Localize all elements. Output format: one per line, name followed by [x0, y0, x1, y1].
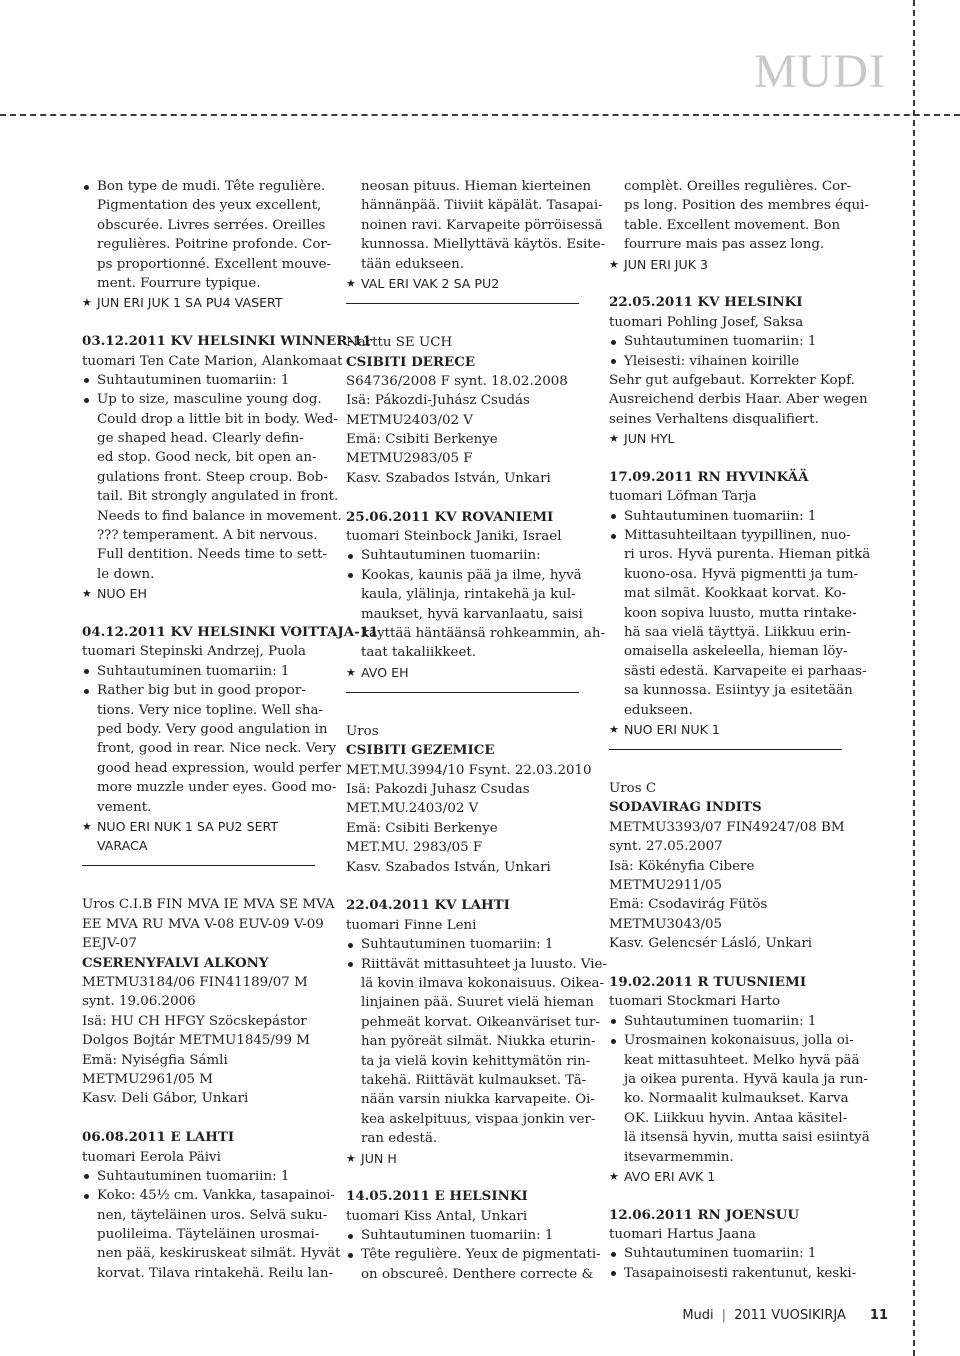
text-line: Emä: Nyiségfia Sámli	[82, 1052, 228, 1068]
bullet-continuation: Full dentition. Needs time to sett-	[97, 547, 327, 563]
entry-heading: CSIBITI DERECE	[346, 353, 476, 370]
bullet-item: Suhtautuminen tuomariin: 1	[346, 1226, 582, 1245]
bullet-continuation: regulières. Poitrine profonde. Cor-	[97, 237, 332, 253]
bullet-continuation: on obscureê. Denthere correcte &	[361, 1266, 594, 1282]
section-rule	[609, 739, 842, 750]
text-line: tuomari Hartus Jaana	[609, 1227, 756, 1243]
bullet-continuation: puolileima. Täyteläinen urosmai-	[97, 1227, 320, 1243]
entry-heading: SODAVIRAG INDITS	[609, 799, 762, 816]
bullet-continuation: Pigmentation des yeux excellent,	[97, 198, 322, 214]
text-column-3	[609, 177, 871, 1283]
text-line: METMU2911/05	[609, 878, 723, 894]
text-line: tuomari Löfman Tarja	[609, 489, 757, 505]
bullet-continuation: le down.	[97, 566, 155, 582]
bullet-item: Urosmainen kokonaisuus, jolla oi-	[609, 1031, 849, 1050]
entry-heading: 22.04.2011 KV LAHTI	[346, 897, 510, 914]
bullet-continuation: pehmeät korvat. Oikeanväriset tur-	[361, 1014, 600, 1030]
section-rule	[82, 856, 315, 867]
entry-heading: 03.12.2011 KV HELSINKI WINNER-11	[82, 333, 372, 350]
bullet-item: Yleisesti: vihainen koirille	[609, 352, 849, 371]
bullet-continuation: tions. Very nice topline. Well sha-	[97, 702, 323, 718]
spacer	[609, 448, 849, 467]
bullet-continuation: ed stop. Good neck, bit open an-	[97, 450, 317, 466]
bullet-continuation: Needs to find balance in movement.	[97, 508, 342, 524]
spacer	[609, 954, 849, 973]
spacer	[609, 274, 849, 293]
bullet-continuation: kunnossa. Miellyttävä käytös. Esite-	[361, 237, 606, 253]
footer-section: Mudi	[682, 1308, 714, 1323]
bullet-item: Tasapainoisesti rakentunut, keski-	[609, 1264, 849, 1283]
bullet-continuation: hännänpää. Tiiviit käpälät. Tasapai-	[361, 198, 603, 214]
spacer	[346, 703, 582, 722]
bullet-continuation: ps proportionné. Excellent mouve-	[97, 256, 332, 272]
award-result-continuation: VARACA	[97, 838, 148, 854]
bullet-continuation: hä saa vielä täyttyä. Liikkuu erin-	[624, 624, 851, 640]
bullet-item: Suhtautuminen tuomariin: 1	[609, 1244, 849, 1263]
bullet-continuation: mat silmät. Kookkaat korvat. Ko-	[624, 586, 847, 602]
spacer	[82, 876, 332, 895]
bullet-continuation: korvat. Tilava rintakehä. Reilu lan-	[97, 1265, 334, 1281]
text-column-2	[346, 177, 607, 1284]
text-line: MET.MU. 2983/05 F	[346, 840, 483, 856]
bullet-continuation: sa kunnossa. Esiintyy ja esitetään	[624, 683, 853, 699]
bullet-continuation: edukseen.	[624, 702, 693, 718]
spacer	[346, 877, 582, 896]
text-line: tuomari Stepinski Andrzej, Puola	[82, 644, 307, 660]
entry-heading: 06.08.2011 E LAHTI	[82, 1129, 235, 1146]
spacer	[346, 488, 582, 507]
text-line: Isä: Pákozdi-Juhász Csudás	[346, 393, 530, 409]
bullet-continuation: keat mittasuhteet. Melko hyvä pää	[624, 1052, 860, 1068]
text-line: Emä: Csibiti Berkenye	[346, 432, 498, 448]
bullet-continuation: koon sopiva luusto, mutta rintake-	[624, 605, 857, 621]
bullet-continuation: good head expression, would perfer	[97, 760, 341, 776]
bullet-continuation: obscurée. Livres serrées. Oreilles	[97, 217, 326, 233]
page-title: MUDI	[754, 45, 886, 98]
bullet-continuation: omaisella askeleella, hieman löy-	[624, 644, 848, 660]
text-line: tuomari Pohling Josef, Saksa	[609, 314, 804, 330]
award-result: ★ NUO EH	[82, 584, 332, 603]
text-line: seines Verhaltens disqualifiert.	[609, 411, 819, 427]
award-result: ★ AVO EH	[346, 663, 582, 682]
crop-mark-vertical	[913, 0, 915, 1356]
footer-book: 2011 VUOSIKIRJA	[734, 1308, 846, 1323]
bullet-continuation: fourrure mais pas assez long.	[624, 237, 825, 253]
bullet-item: Riittävät mittasuhteet ja luusto. Vie-	[346, 955, 582, 974]
entry-heading: 25.06.2011 KV ROVANIEMI	[346, 508, 554, 525]
bullet-continuation: ??? temperament. A bit nervous.	[97, 528, 318, 544]
bullet-continuation: nen pää, keskiruskeat silmät. Hyvät	[97, 1246, 341, 1262]
bullet-item: Bon type de mudi. Tête regulière.	[82, 177, 332, 196]
bullet-continuation: kuono-osa. Hyvä pigmentti ja tum-	[624, 566, 859, 582]
crop-mark-horizontal	[0, 114, 960, 116]
bullet-item: Suhtautuminen tuomariin: 1	[346, 935, 582, 954]
text-line: Ausreichend derbis Haar. Aber wegen	[609, 392, 868, 408]
bullet-continuation: taat takaliikkeet.	[361, 645, 477, 661]
bullet-continuation: lä itsensä hyvin, mutta saisi esiintyä	[624, 1130, 870, 1146]
bullet-continuation: han pyöreät silmät. Niukka eturin-	[361, 1034, 596, 1050]
page-number: 11	[869, 1308, 888, 1323]
entry-heading: 19.02.2011 R TUUSNIEMI	[609, 974, 807, 990]
bullet-continuation: nen, täyteläinen uros. Selvä suku-	[97, 1207, 328, 1223]
bullet-continuation: complèt. Oreilles regulières. Cor-	[624, 179, 852, 194]
text-line: METMU2983/05 F	[346, 451, 473, 467]
text-line: Kasv. Szabados István, Unkari	[346, 470, 551, 486]
bullet-continuation: ko. Normaalit kulmaukset. Karva	[624, 1091, 849, 1107]
text-line: Kasv. Deli Gábor, Unkari	[82, 1091, 249, 1107]
text-line: METMU2961/05 M	[82, 1071, 214, 1087]
bullet-continuation: maukset, hyvä karvanlaatu, saisi	[361, 606, 583, 622]
text-line: METMU3184/06 FIN41189/07 M	[82, 975, 308, 990]
text-line: Uros C	[609, 781, 657, 797]
bullet-continuation: noinen ravi. Karvapeite pörröisessä	[361, 217, 603, 233]
bullet-continuation: nään varsin niukka karvapeite. Oi-	[361, 1092, 595, 1108]
award-result: ★ VAL ERI VAK 2 SA PU2	[346, 274, 582, 293]
bullet-item: Suhtautuminen tuomariin: 1	[82, 662, 332, 681]
text-line: Emä: Csodavirág Fütös	[609, 897, 768, 913]
bullet-continuation: OK. Liikkuu hyvin. Antaa käsitel-	[624, 1110, 848, 1126]
award-result: ★ JUN ERI JUK 3	[609, 255, 849, 274]
text-line: Uros	[346, 723, 379, 739]
text-line: Uros C.I.B FIN MVA IE MVA SE MVA	[82, 897, 335, 913]
spacer	[346, 1168, 582, 1187]
entry-heading: 04.12.2011 KV HELSINKI VOITTAJA-11	[82, 623, 379, 640]
award-result: ★ JUN HYL	[609, 429, 849, 448]
bullet-item: Suhtautuminen tuomariin: 1	[609, 332, 849, 351]
award-result: ★ NUO ERI NUK 1	[609, 720, 849, 739]
text-line: tuomari Kiss Antal, Unkari	[346, 1208, 528, 1224]
bullet-continuation: lä kovin ilmava kokonaisuus. Oikea-	[361, 975, 605, 991]
entry-heading: 22.05.2011 KV HELSINKI	[609, 294, 803, 311]
bullet-continuation: itsevarmemmin.	[624, 1149, 734, 1165]
entry-heading: 17.09.2011 RN HYVINKÄÄ	[609, 468, 809, 485]
bullet-continuation: ps long. Position des membres équi-	[624, 198, 869, 214]
bullet-item: Rather big but in good propor-	[82, 681, 332, 700]
section-rule	[346, 293, 579, 304]
bullet-continuation: gulations front. Steep croup. Bob-	[97, 469, 328, 485]
text-line: tuomari Eerola Päivi	[82, 1149, 221, 1165]
text-line: METMU2403/02 V	[346, 412, 473, 428]
text-line: METMU3393/07 FIN49247/08 BM	[609, 819, 845, 835]
bullet-continuation: front, good in rear. Nice neck. Very	[97, 741, 337, 757]
bullet-continuation: ped body. Very good angulation in	[97, 721, 328, 737]
bullet-continuation: vement.	[97, 799, 152, 815]
bullet-continuation: takehä. Riittävät kulmaukset. Tä-	[361, 1072, 587, 1088]
bullet-item: Suhtautuminen tuomariin: 1	[82, 1167, 332, 1186]
bullet-continuation: tään edukseen.	[361, 256, 465, 272]
spacer	[609, 1186, 849, 1205]
bullet-continuation: linjainen pää. Suuret vielä hieman	[361, 995, 594, 1011]
award-result: ★ JUN H	[346, 1149, 582, 1168]
bullet-continuation: neosan pituus. Hieman kierteinen	[361, 179, 592, 194]
text-line: Isä: Pakozdi Juhasz Csudas	[346, 782, 530, 798]
text-line: Sehr gut aufgebaut. Korrekter Kopf.	[609, 372, 855, 388]
bullet-continuation: ri uros. Hyvä purenta. Hieman pitkä	[624, 547, 871, 563]
entry-heading: 12.06.2011 RN JOENSUU	[609, 1206, 800, 1223]
bullet-continuation: table. Excellent movement. Bon	[624, 217, 841, 233]
text-line: tuomari Ten Cate Marion, Alankomaat	[82, 353, 343, 369]
bullet-continuation: kaula, ylälinja, rintakehä ja kul-	[361, 587, 576, 603]
text-line: tuomari Steinbock Janiki, Israel	[346, 529, 562, 545]
bullet-continuation: ja oikea purenta. Hyvä kaula ja run-	[624, 1071, 868, 1087]
text-line: tuomari Finne Leni	[346, 917, 477, 933]
bullet-item: Suhtautuminen tuomariin:	[346, 546, 582, 565]
text-line: synt. 27.05.2007	[609, 839, 723, 855]
spacer	[82, 1109, 332, 1128]
text-line: Kasv. Szabados István, Unkari	[346, 859, 551, 875]
bullet-continuation: ge shaped head. Clearly defin-	[97, 431, 304, 447]
spacer	[82, 604, 332, 623]
bullet-item: Mittasuhteiltaan tyypillinen, nuo-	[609, 526, 849, 545]
text-line: Dolgos Bojtár METMU1845/99 M	[82, 1033, 310, 1049]
bullet-item: Suhtautuminen tuomariin: 1	[609, 1012, 849, 1031]
bullet-item: Suhtautuminen tuomariin: 1	[82, 371, 332, 390]
bullet-continuation: käyttää häntäänsä rohkeammin, ah-	[361, 625, 606, 641]
text-line: EE MVA RU MVA V-08 EUV-09 V-09	[82, 916, 324, 932]
bullet-item: Kookas, kaunis pää ja ilme, hyvä	[346, 566, 582, 585]
bullet-item: Suhtautuminen tuomariin: 1	[609, 507, 849, 526]
bullet-continuation: ment. Fourrure typique.	[97, 275, 261, 291]
bullet-item: Up to size, masculine young dog.	[82, 390, 332, 409]
bullet-continuation: more muzzle under eyes. Good mo-	[97, 780, 337, 796]
text-line: S64736/2008 F synt. 18.02.2008	[346, 373, 568, 389]
bullet-continuation: kea askelpituus, vispaa jonkin ver-	[361, 1111, 596, 1127]
footer-separator: |	[721, 1308, 727, 1323]
entry-heading: CSERENYFALVI ALKONY	[82, 954, 269, 971]
text-line: Isä: HU CH HFGY Szöcskepástor	[82, 1013, 307, 1029]
bullet-continuation: tail. Bit strongly angulated in front.	[97, 489, 339, 505]
text-line: EEJV-07	[82, 936, 137, 952]
entry-heading: CSIBITI GEZEMICE	[346, 742, 495, 759]
text-line: MET.MU.3994/10 Fsynt. 22.03.2010	[346, 762, 592, 778]
spacer	[609, 760, 849, 779]
award-result: ★ NUO ERI NUK 1 SA PU2 SERT	[82, 817, 332, 836]
text-line: Emä: Csibiti Berkenye	[346, 820, 498, 836]
bullet-continuation: ta ja vielä kovin kehittymätön rin-	[361, 1053, 591, 1069]
bullet-continuation: ran edestä.	[361, 1131, 438, 1147]
spacer	[346, 314, 582, 333]
award-result: ★ JUN ERI JUK 1 SA PU4 VASERT	[82, 293, 332, 312]
bullet-item: Koko: 45½ cm. Vankka, tasapainoi-	[82, 1186, 332, 1205]
bullet-continuation: sästi edestä. Karvapeite ei parhaas-	[624, 663, 867, 679]
text-line: synt. 19.06.2006	[82, 994, 196, 1010]
entry-heading: 14.05.2011 E HELSINKI	[346, 1188, 528, 1205]
text-line: Kasv. Gelencsér Lásló, Unkari	[609, 936, 813, 952]
spacer	[82, 313, 332, 332]
bullet-continuation: Could drop a little bit in body. Wed-	[97, 411, 338, 427]
text-line: MET.MU.2403/02 V	[346, 801, 479, 817]
text-line: Narttu SE UCH	[346, 335, 453, 351]
text-line: METMU3043/05	[609, 916, 723, 932]
text-line: Isä: Kökényfia Cibere	[609, 858, 755, 874]
award-result: ★ AVO ERI AVK 1	[609, 1167, 849, 1186]
page-footer	[682, 1308, 888, 1323]
bullet-item: Tête regulière. Yeux de pigmentati-	[346, 1245, 582, 1264]
text-line: tuomari Stockmari Harto	[609, 994, 781, 1010]
section-rule	[346, 682, 579, 693]
